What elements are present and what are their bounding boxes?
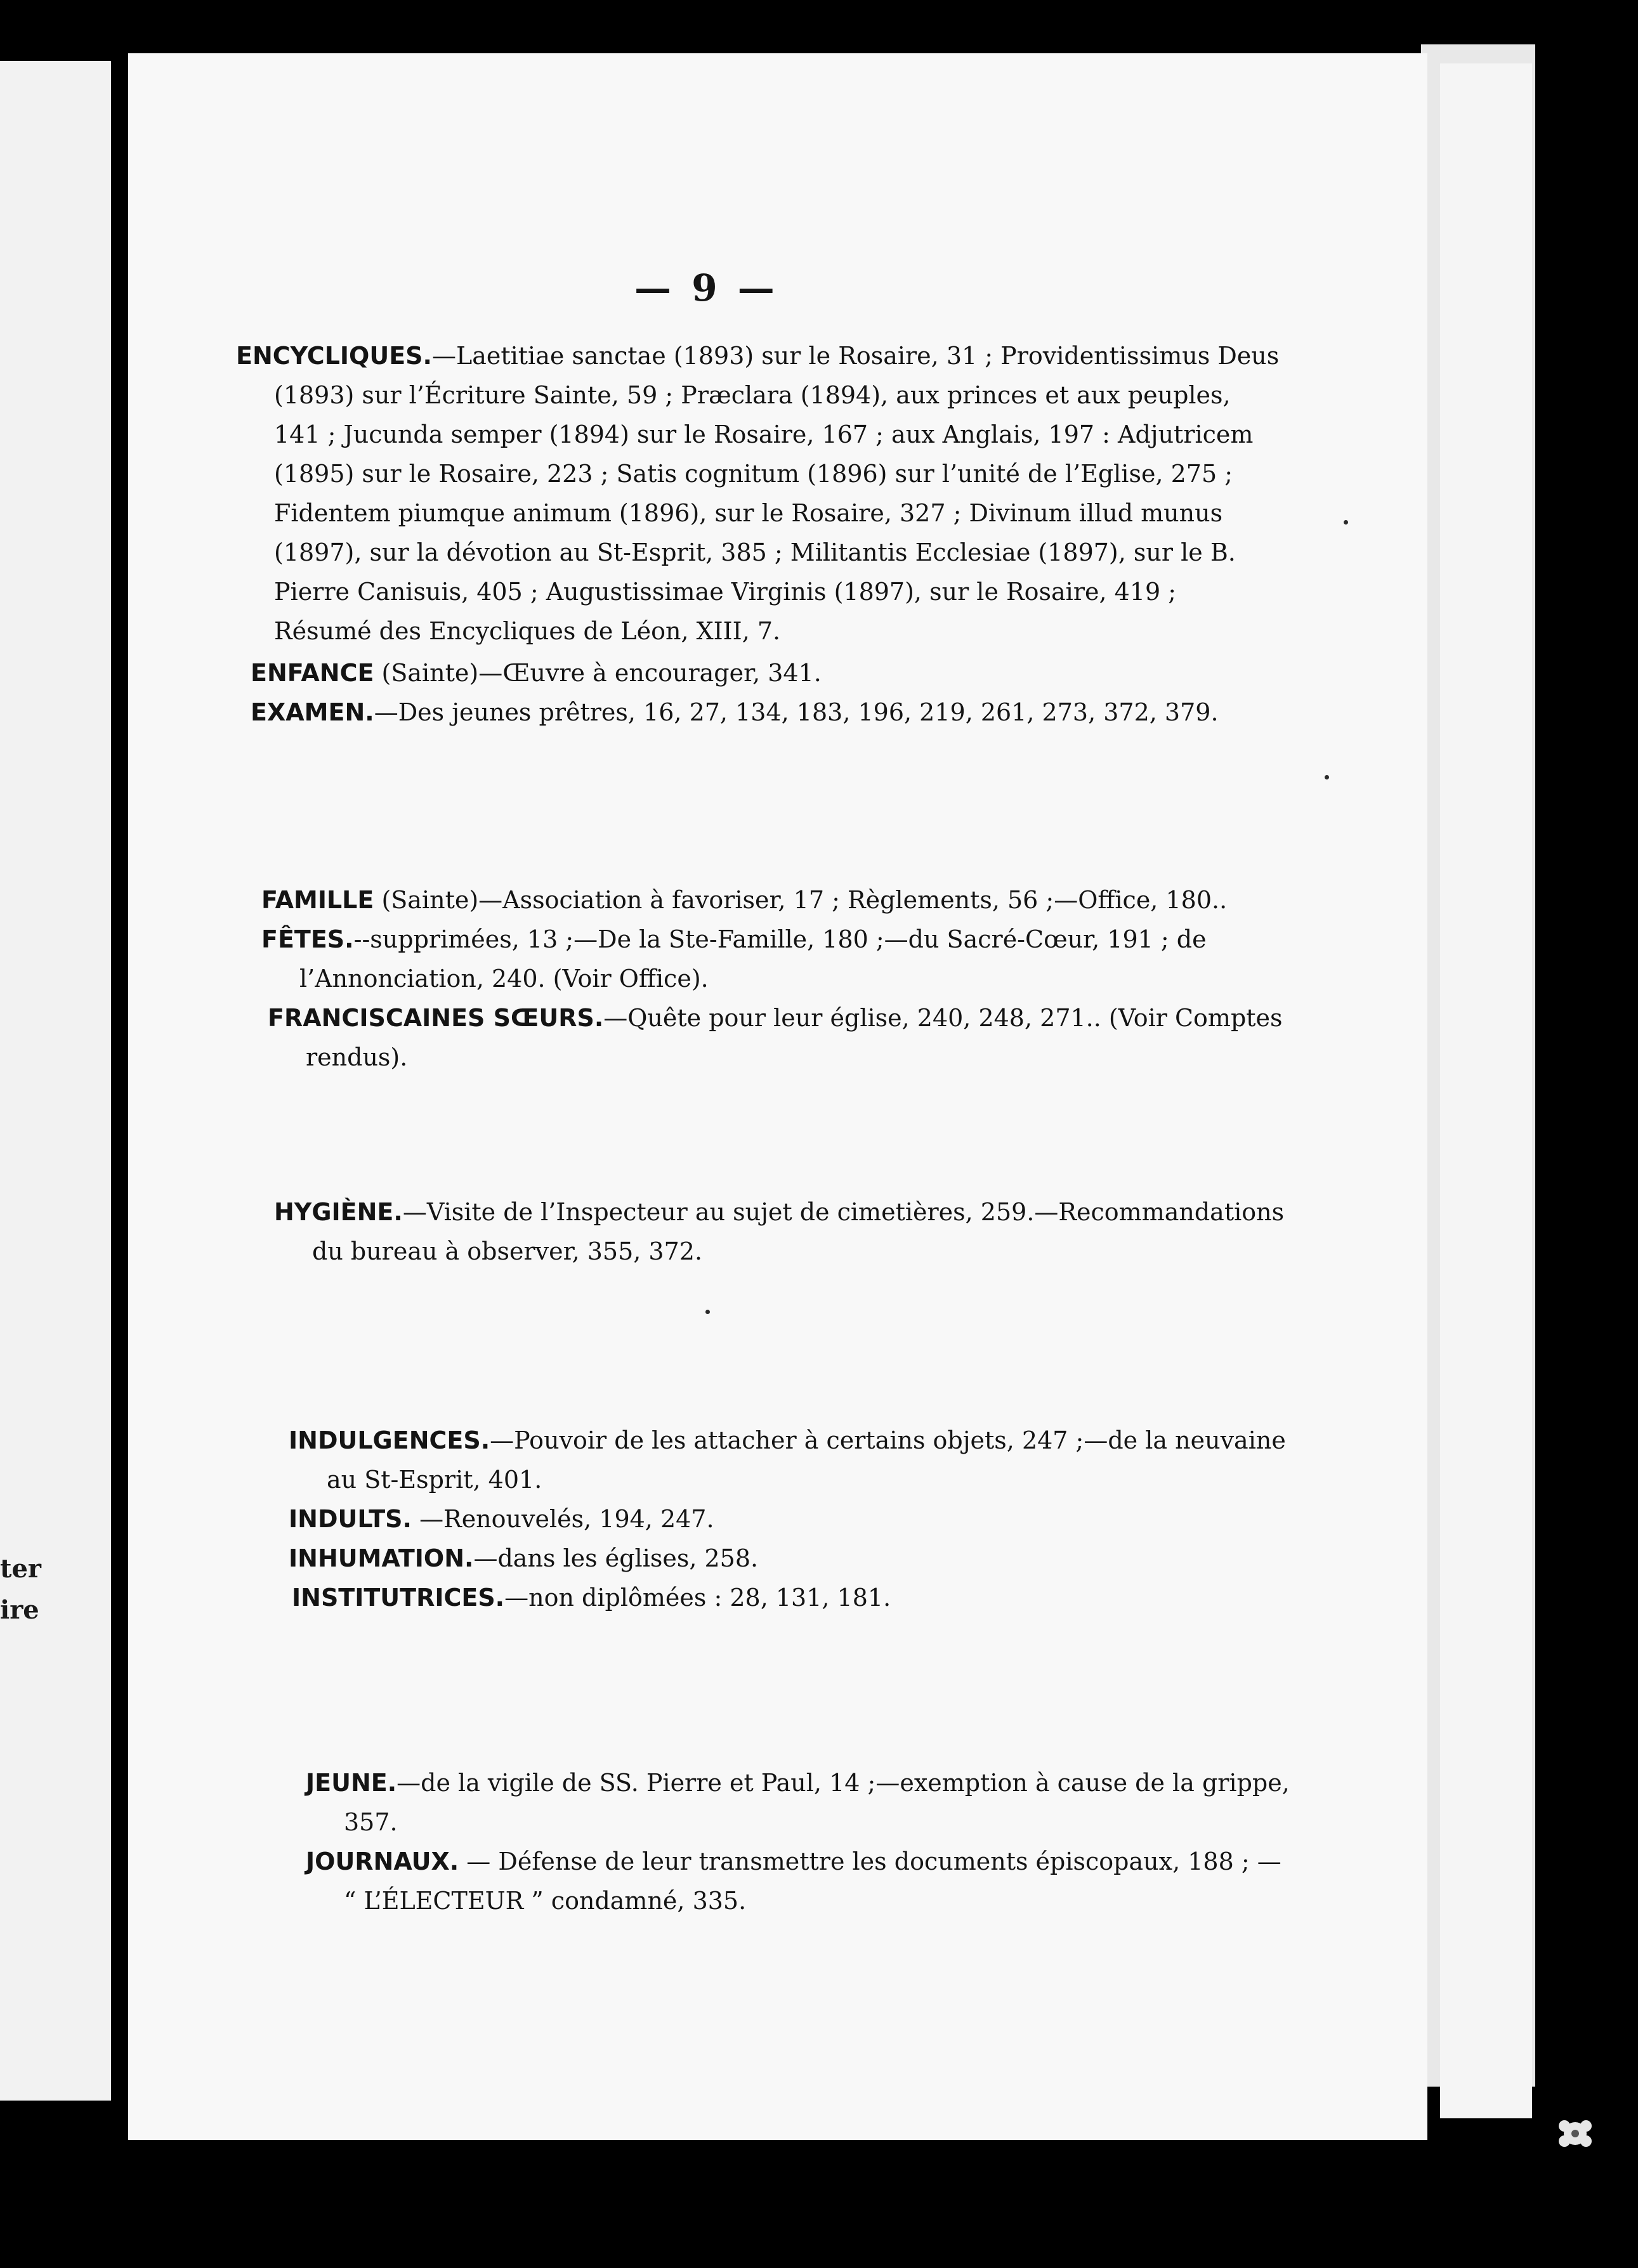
index-line (236, 611, 1279, 651)
index-entry-famille (261, 880, 1227, 920)
index-text: au St-Esprit, 401. (327, 1466, 542, 1494)
index-line (261, 880, 1227, 920)
index-text: (Sainte)—Association à favoriser, 17 ; Règlements, 56 ;—Office, 180.. (374, 886, 1228, 914)
index-entry-indulgences (289, 1421, 1286, 1499)
index-text: —Des jeunes prêtres, 16, 27, 134, 183, 196, 219, 261, 273, 372, 379. (374, 698, 1219, 726)
index-text: —Quête pour leur église, 240, 248, 271.. (Voir Comptes (603, 1004, 1283, 1032)
left-page-fragment: ter (0, 1554, 41, 1584)
left-page-fragment: ire (0, 1595, 39, 1625)
index-entry-indults (289, 1499, 714, 1539)
index-line (274, 1192, 1284, 1232)
index-headword: INDULTS. (289, 1505, 412, 1533)
index-entry-encycliques (236, 336, 1279, 651)
index-text: rendus). (306, 1043, 408, 1071)
index-headword: JOURNAUX. (306, 1848, 459, 1875)
index-line (268, 1038, 1283, 1077)
index-line (236, 454, 1279, 493)
index-headword: INDULGENCES. (289, 1426, 490, 1454)
index-headword: ENFANCE (251, 659, 374, 687)
index-text: —de la vigile de SS. Pierre et Paul, 14 ;—exemption à cause de la grippe, (396, 1769, 1290, 1797)
index-headword: ENCYCLIQUES. (236, 342, 432, 370)
index-headword: JEUNE. (306, 1769, 397, 1797)
index-text: —Visite de l’Inspecteur au sujet de cimetières, 259.—Recommandations (402, 1198, 1285, 1226)
index-line (236, 415, 1279, 454)
index-text: (Sainte)—Œuvre à encourager, 341. (374, 659, 822, 687)
index-text: l’Annonciation, 240. (Voir Office). (299, 965, 709, 993)
left-page-edge (0, 61, 111, 2101)
index-entry-jeune (306, 1763, 1290, 1842)
index-entry-hygiene (274, 1192, 1284, 1271)
paper-speck (1344, 520, 1348, 525)
index-entry-fetes (261, 920, 1207, 998)
index-line (268, 998, 1283, 1038)
index-entry-institutrices (292, 1578, 891, 1617)
index-text: 141 ; Jucunda semper (1894) sur le Rosaire, 167 ; aux Anglais, 197 : Adjutricem (274, 420, 1254, 448)
index-line (236, 375, 1279, 415)
index-text: (1895) sur le Rosaire, 223 ; Satis cognitum (1896) sur l’unité de l’Eglise, 275 ; (274, 460, 1233, 488)
index-line (292, 1578, 891, 1617)
index-text: Fidentem piumque animum (1896), sur le Rosaire, 327 ; Divinum illud munus (274, 499, 1223, 527)
index-text: —Renouvelés, 194, 247. (412, 1505, 714, 1533)
index-headword: INSTITUTRICES. (292, 1584, 505, 1612)
library-stamp-icon (1553, 2116, 1597, 2151)
index-entry-examen (251, 693, 1219, 732)
index-headword: HYGIÈNE. (274, 1198, 403, 1226)
index-line (289, 1539, 758, 1578)
index-line (274, 1232, 1284, 1271)
index-headword: INHUMATION. (289, 1544, 474, 1572)
index-text: “ L’ÉLECTEUR ” condamné, 335. (344, 1887, 747, 1915)
index-text: —Pouvoir de les attacher à certains objets, 247 ;—de la neuvaine (490, 1426, 1286, 1454)
index-line (236, 572, 1279, 611)
paper-speck (1325, 775, 1329, 779)
index-text: Résumé des Encycliques de Léon, XIII, 7. (274, 617, 781, 645)
index-line (306, 1802, 1290, 1842)
index-line (236, 533, 1279, 572)
index-text: 357. (344, 1808, 398, 1836)
index-entry-journaux (306, 1842, 1281, 1920)
index-line (251, 653, 822, 693)
index-line (289, 1499, 714, 1539)
index-text: (1893) sur l’Écriture Sainte, 59 ; Præclara (1894), aux princes et aux peuples, (274, 381, 1231, 409)
index-text: —dans les églises, 258. (473, 1544, 759, 1572)
index-headword: FAMILLE (261, 886, 374, 914)
underlying-page-edge (1440, 63, 1532, 2118)
index-text: — Défense de leur transmettre les documents épiscopaux, 188 ; — (459, 1848, 1281, 1875)
index-text: --supprimées, 13 ;—De la Ste-Famille, 180 ;—du Sacré-Cœur, 191 ; de (353, 925, 1207, 953)
index-headword: EXAMEN. (251, 698, 374, 726)
index-line (306, 1881, 1281, 1920)
index-entry-inhumation (289, 1539, 758, 1578)
index-line (261, 920, 1207, 959)
index-headword: FÊTES. (261, 925, 354, 953)
index-line (236, 336, 1279, 375)
index-line (306, 1842, 1281, 1881)
index-entry-enfance (251, 653, 822, 693)
index-headword: FRANCISCAINES SŒURS. (268, 1004, 604, 1032)
index-text: —Laetitiae sanctae (1893) sur le Rosaire, 31 ; Providentissimus Deus (431, 342, 1280, 370)
index-line (289, 1460, 1286, 1499)
index-line (289, 1421, 1286, 1460)
index-text: (1897), sur la dévotion au St-Esprit, 385 ; Militantis Ecclesiae (1897), sur le B. (274, 538, 1236, 566)
index-line (251, 693, 1219, 732)
page-number: — 9 — (634, 266, 778, 310)
index-line (236, 493, 1279, 533)
index-entry-franciscaines (268, 998, 1283, 1077)
index-text: —non diplômées : 28, 131, 181. (504, 1584, 891, 1612)
index-line (306, 1763, 1290, 1802)
paper-speck (705, 1310, 710, 1314)
index-line (261, 959, 1207, 998)
index-text: Pierre Canisuis, 405 ; Augustissimae Virginis (1897), sur le Rosaire, 419 ; (274, 578, 1177, 606)
index-text: du bureau à observer, 355, 372. (312, 1237, 703, 1265)
